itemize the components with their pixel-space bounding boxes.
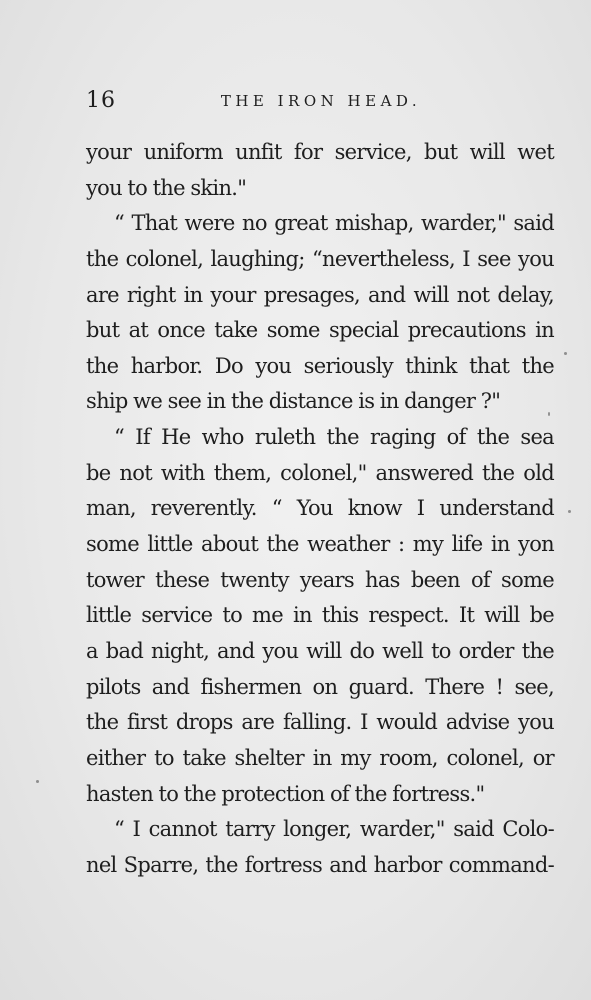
running-title: THE IRON HEAD.	[220, 92, 422, 110]
text-line: are right in your presages, and will not delay,	[86, 282, 554, 307]
text-line: be not with them, colonel," answered the old	[86, 460, 554, 485]
text-line: “ That were no great mishap, warder," said	[114, 211, 554, 236]
text-line: man, reverently. “ You know I understand	[86, 496, 554, 521]
paper-speck	[36, 780, 39, 783]
text-line: the harbor. Do you seriously think that the	[86, 353, 554, 378]
page-header	[86, 88, 556, 118]
text-line: tower these twenty years has been of some	[86, 567, 554, 592]
text-line: pilots and fishermen on guard. There ! see,	[86, 674, 554, 699]
text-line: the colonel, laughing; “nevertheless, I see you	[86, 246, 554, 271]
text-line: ship we see in the distance is in danger ?"	[86, 389, 501, 414]
text-line: your uniform unfit for service, but will wet	[86, 140, 554, 164]
text-line: nel Sparre, the fortress and harbor command-	[86, 852, 554, 877]
page-number: 16	[86, 88, 116, 113]
text-line: a bad night, and you will do well to order the	[86, 638, 554, 663]
paper-speck	[548, 412, 550, 416]
paper-speck	[564, 352, 567, 355]
text-line: you to the skin."	[86, 175, 247, 200]
text-line: some little about the weather : my life in yon	[86, 532, 554, 557]
text-line: “ I cannot tarry longer, warder," said Colo-	[114, 817, 554, 842]
text-line: but at once take some special precautions in	[86, 318, 554, 343]
text-line: little service to me in this respect. It will be	[86, 603, 554, 628]
text-line: hasten to the protection of the fortress."	[86, 781, 485, 806]
text-line: either to take shelter in my room, colonel, or	[86, 745, 554, 770]
text-line: “ If He who ruleth the raging of the sea	[114, 425, 554, 450]
paper-speck	[568, 510, 571, 513]
body-text	[86, 135, 554, 883]
text-line: the first drops are falling. I would advise you	[86, 710, 554, 735]
